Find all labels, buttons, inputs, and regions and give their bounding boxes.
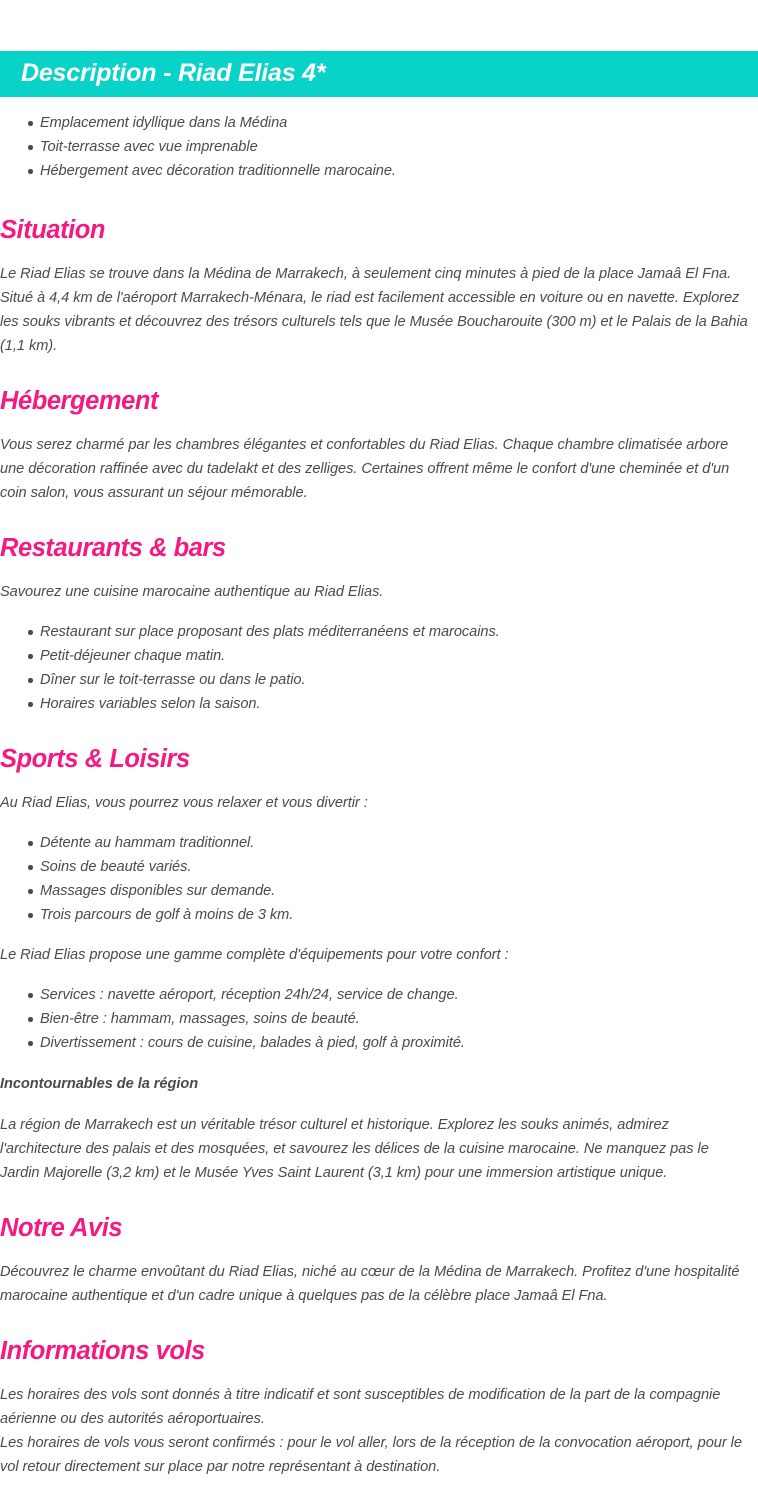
- section-heading-vols: Informations vols: [0, 1337, 205, 1366]
- spacer: [0, 773, 752, 791]
- sports-intro: Au Riad Elias, vous pourrez vous relaxer et vous divertir :: [0, 795, 368, 812]
- situation-paragraph: Le Riad Elias se trouve dans la Médina de Marrakech, à seulement cinq minutes à pied de la place Jamaâ El Fna. Situé à 4,4 km de l'aéroport Marrakech-Ménara, le riad est facilement accessible en voiture ou en navette. Explorez les souks vibrants et découvrez des trésors culturels tels que le Musée Boucharouite (300 m) et le Palais de la Bahia (1,1 km).: [0, 266, 748, 355]
- section-heading-avis: Notre Avis: [0, 1214, 123, 1243]
- page-content: [0, 97, 758, 1505]
- spacer: [0, 1242, 752, 1260]
- spacer: [0, 1095, 752, 1113]
- spacer: [0, 97, 752, 111]
- sub-heading-region: Incontournables de la région: [0, 1076, 199, 1093]
- list-item: Emplacement idyllique dans la Médina: [40, 111, 752, 135]
- list-item: Toit-terrasse avec vue imprenable: [40, 135, 752, 159]
- spacer: [0, 967, 752, 983]
- list-item: Trois parcours de golf à moins de 3 km.: [40, 903, 752, 927]
- spacer: [0, 1055, 752, 1073]
- spacer: [0, 562, 752, 580]
- section-heading-situation: Situation: [0, 216, 106, 244]
- spacer: [0, 1185, 752, 1215]
- spacer: [0, 358, 752, 388]
- list-item: Détente au hammam traditionnel.: [40, 831, 752, 855]
- restaurants-intro: Savourez une cuisine marocaine authentique au Riad Elias.: [0, 584, 384, 601]
- section-heading-hebergement: Hébergement: [0, 387, 159, 416]
- section-heading-sports: Sports & Loisirs: [0, 745, 190, 774]
- list-item: Horaires variables selon la saison.: [40, 692, 752, 716]
- vols-paragraph-1: Les horaires des vols sont donnés à titre indicatif et sont susceptibles de modification de la part de la compagnie aérienne ou des autorités aéroportuaires.: [0, 1387, 721, 1428]
- spacer: [0, 604, 752, 620]
- list-item: Bien-être : hammam, massages, soins de beauté.: [40, 1007, 752, 1031]
- spacer: [0, 505, 752, 535]
- highlights-list: [0, 111, 752, 183]
- list-item: Soins de beauté variés.: [40, 855, 752, 879]
- page-title: Description - Riad Elias 4*: [21, 59, 326, 87]
- spacer: [0, 1308, 752, 1338]
- spacer: [0, 183, 752, 217]
- spacer: [0, 716, 752, 746]
- page-title-bar: [0, 51, 758, 97]
- list-item: Services : navette aéroport, réception 24h/24, service de change.: [40, 983, 752, 1007]
- vols-paragraph-2: Les horaires de vols vous seront confirmés : pour le vol aller, lors de la réception de la convocation aéroport, pour le vol retour directement sur place par notre représentant à destination.: [0, 1435, 742, 1476]
- spacer: [0, 244, 752, 262]
- avis-paragraph: Découvrez le charme envoûtant du Riad Elias, niché au cœur de la Médina de Marrakech. Profitez d'une hospitalité marocaine authentique et d'un cadre unique à quelques pas de la célèbre place Jamaâ El Fna.: [0, 1264, 740, 1305]
- restaurants-list: [0, 620, 752, 716]
- equipment-list: [0, 983, 752, 1055]
- equipment-intro: Le Riad Elias propose une gamme complète d'équipements pour votre confort :: [0, 947, 509, 964]
- spacer: [0, 815, 752, 831]
- spacer: [0, 927, 752, 943]
- region-paragraph: La région de Marrakech est un véritable trésor culturel et historique. Explorez les souks animés, admirez l'architecture des palais et des mosquées, et savourez les délices de la cuisine marocaine. Ne manquez pas le Jardin Majorelle (3,2 km) et le Musée Yves Saint Laurent (3,1 km) pour une immersion artistique unique.: [0, 1117, 709, 1182]
- hebergement-paragraph: Vous serez charmé par les chambres élégantes et confortables du Riad Elias. Chaque chambre climatisée arbore une décoration raffinée avec du tadelakt et des zelliges. Certaines offrent même le confort d'une cheminée et d'un coin salon, vous assurant un séjour mémorable.: [0, 437, 730, 502]
- spacer: [0, 415, 752, 433]
- list-item: Divertissement : cours de cuisine, balades à pied, golf à proximité.: [40, 1031, 752, 1055]
- top-spacer: [0, 0, 758, 51]
- sports-list: [0, 831, 752, 927]
- spacer: [0, 1365, 752, 1383]
- list-item: Hébergement avec décoration traditionnelle marocaine.: [40, 159, 752, 183]
- section-heading-restaurants: Restaurants & bars: [0, 534, 226, 563]
- spacer: [0, 1479, 752, 1505]
- list-item: Dîner sur le toit-terrasse ou dans le patio.: [40, 668, 752, 692]
- list-item: Petit-déjeuner chaque matin.: [40, 644, 752, 668]
- list-item: Massages disponibles sur demande.: [40, 879, 752, 903]
- list-item: Restaurant sur place proposant des plats méditerranéens et marocains.: [40, 620, 752, 644]
